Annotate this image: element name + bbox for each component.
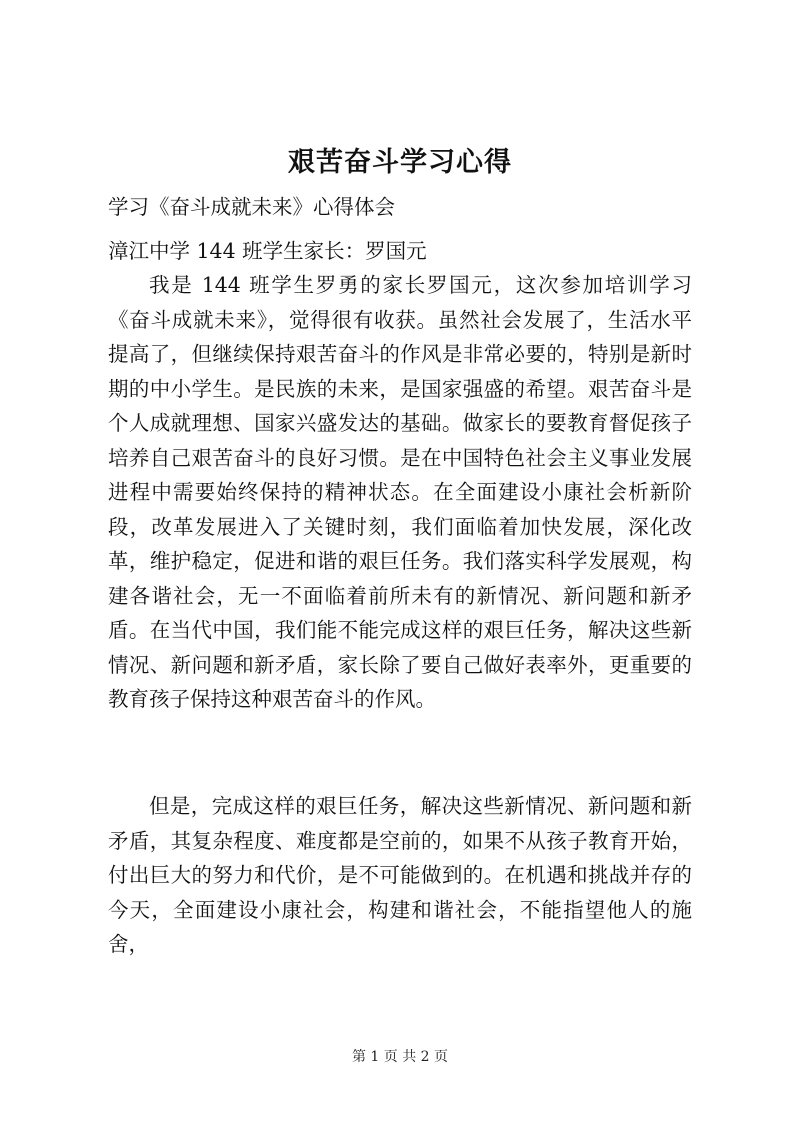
document-title: 艰苦奋斗学习心得	[288, 147, 512, 178]
page-number-footer: 第 1 页 共 2 页	[351, 1049, 449, 1065]
document-subtitle: 学习《奋斗成就未来》心得体会	[108, 195, 395, 219]
body-paragraph-2: 但是，完成这样的艰巨任务，解决这些新情况、新问题和新矛盾，其复杂程度、难度都是空前的，如果不从孩子教育开始，付出巨大的努力和代价，是不可能做到的。在机遇和挑战并存的今天，全面建设小康社会，构建和谐社会，不能指望他人的施舍，	[108, 794, 692, 956]
body-paragraph-1: 我是 144 班学生罗勇的家长罗国元，这次参加培训学习《奋斗成就未来》，觉得很有收获。虽然社会发展了，生活水平提高了，但继续保持艰苦奋斗的作风是非常必要的，特别是新时期的中小学生。是民族的未来，是国家强盛的希望。艰苦奋斗是个人成就理想、国家兴盛发达的基础。做家长的要教育督促孩子培养自己艰苦奋斗的良好习惯。是在中国特色社会主义事业发展进程中需要始终保持的精神状态。在全面建设小康社会析新阶段，改革发展进入了关键时刻，我们面临着加快发展，深化改革，维护稳定，促进和谐的艰巨任务。我们落实科学发展观，构建各谐社会，无一不面临着前所未有的新情况、新问题和新矛盾。在当代中国，我们能不能完成这样的艰巨任务，解决这些新情况、新问题和新矛盾，家长除了要自己做好表率外，更重要的教育孩子保持这种艰苦奋斗的作风。	[108, 273, 692, 711]
author-line: 漳江中学 144 班学生家长：罗国元	[108, 239, 427, 263]
